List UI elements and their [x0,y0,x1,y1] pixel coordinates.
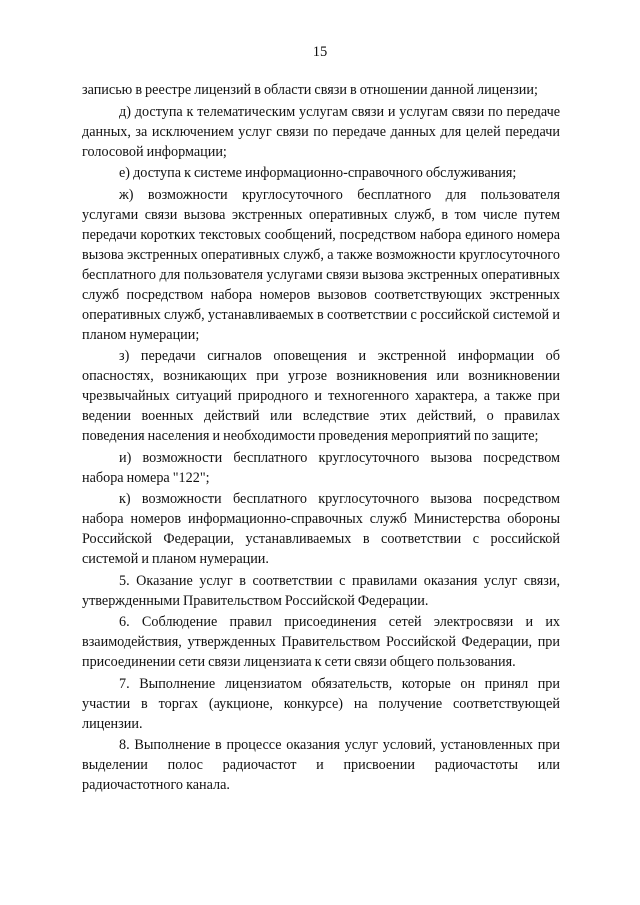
paragraph: д) доступа к телематическим услугам связи и услугам связи по передаче данных, за исключением услуг связи по передаче данных для целей передачи голосовой информации; [82,103,560,160]
document-body [82,80,560,797]
paragraph: ж) возможности круглосуточного бесплатного для пользователя услугами связи вызова экстренных оперативных служб, в том числе путем передачи коротких текстовых сообщений, посредством набора единого номера вызова экстренных оперативных служб, а также возможности круглосуточного бесплатного для пользователя услугами связи вызова экстренных оперативных служб посредством набора номеров вызовов соответствующих экстренных оперативных служб, устанавливаемых в соответствии с российской системой и планом нумерации; [82,186,560,343]
paragraph: к) возможности бесплатного круглосуточного вызова посредством набора номеров информационно-справочных служб Министерства обороны Российской Федерации, устанавливаемых в соответствии с российской системой и планом нумерации. [82,491,560,567]
paragraph: 5. Оказание услуг в соответствии с правилами оказания услуг связи, утвержденными Правительством Российской Федерации. [82,572,560,609]
paragraph: з) передачи сигналов оповещения и экстренной информации об опасностях, возникающих при угрозе возникновения или возникновении чрезвычайных ситуаций природного и техногенного характера, а также при ведении военных действий или вследствие этих действий, о правилах поведения населения и необходимости проведения мероприятий по защите; [82,348,560,444]
paragraph: 6. Соблюдение правил присоединения сетей электросвязи и их взаимодействия, утвержденных Правительством Российской Федерации, при присоединении сети связи лицензиата к сети связи общего пользования. [82,614,560,670]
page-number: 15 [312,44,328,60]
paragraph: и) возможности бесплатного круглосуточного вызова посредством набора номера "122"; [82,449,560,486]
paragraph: 8. Выполнение в процессе оказания услуг условий, установленных при выделении полос радиочастот и присвоении радиочастоты или радиочастотного канала. [82,737,560,793]
paragraph: записью в реестре лицензий в области связи в отношении данной лицензии; [82,82,538,98]
paragraph: е) доступа к системе информационно-справочного обслуживания; [119,165,517,181]
paragraph: 7. Выполнение лицензиатом обязательств, которые он принял при участии в торгах (аукционе, конкурсе) на получение соответствующей лицензии. [82,675,560,732]
